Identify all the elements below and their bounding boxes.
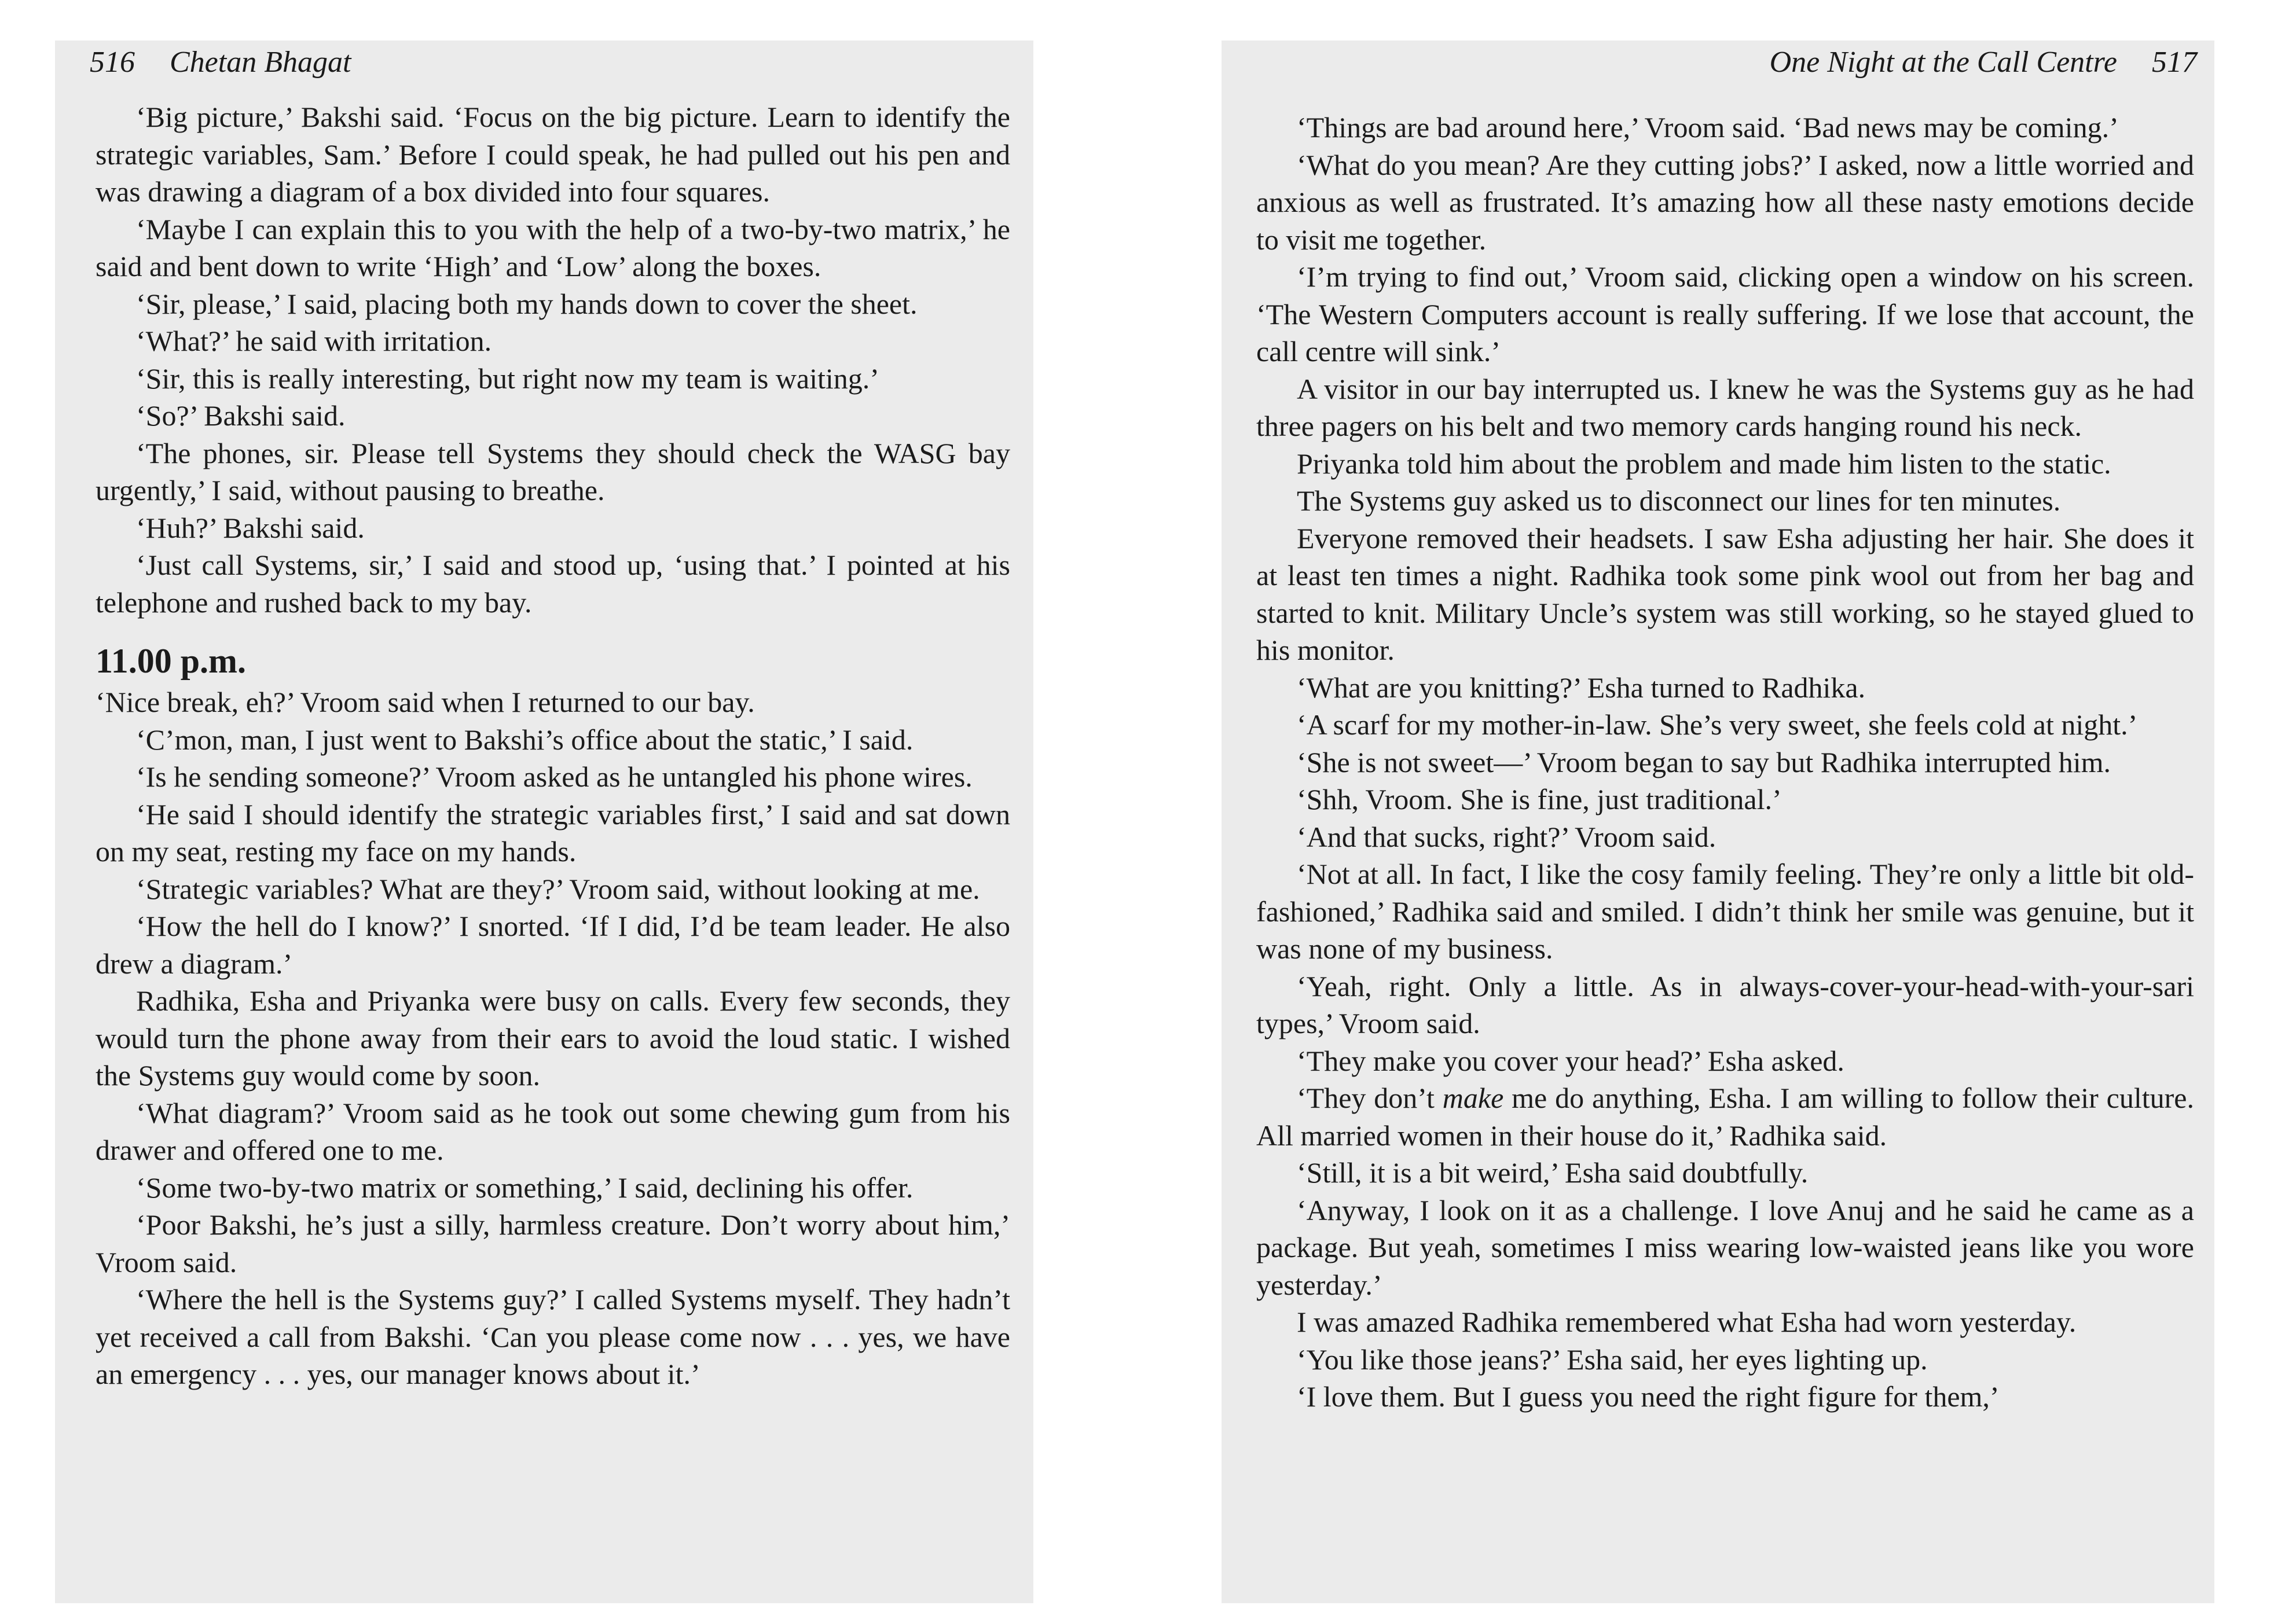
paragraph: ‘Just call Systems, sir,’ I said and stood up, ‘using that.’ I pointed at his telephone and rushed back to my bay. — [96, 549, 1010, 619]
left-page — [55, 41, 1033, 1603]
paragraph: ‘Some two-by-two matrix or something,’ I said, declining his offer. — [136, 1171, 914, 1204]
paragraph: ‘And that sucks, right?’ Vroom said. — [1297, 820, 1716, 853]
paragraph: ‘They make you cover your head?’ Esha asked. — [1297, 1044, 1844, 1077]
left-running-head-author: Chetan Bhagat — [170, 46, 351, 79]
paragraph: ‘You like those jeans?’ Esha said, her eyes lighting up. — [1297, 1343, 1928, 1376]
paragraph: I was amazed Radhika remembered what Esha had worn yesterday. — [1297, 1306, 2077, 1338]
paragraph: ‘Strategic variables? What are they?’ Vroom said, without looking at me. — [136, 872, 980, 905]
paragraph: ‘What?’ he said with irritation. — [136, 325, 492, 357]
paragraph: ‘What are you knitting?’ Esha turned to Radhika. — [1297, 671, 1866, 704]
paragraph: Priyanka told him about the problem and made him listen to the static. — [1297, 447, 2111, 480]
paragraph: ‘I love them. But I guess you need the right figure for them,’ — [1297, 1380, 2000, 1413]
paragraph: ‘She is not sweet—’ Vroom began to say but Radhika interrupted him. — [1297, 745, 2111, 778]
right-running-head — [1770, 45, 2197, 79]
paragraph: ‘Nice break, eh?’ Vroom said when I returned to our bay. — [96, 686, 755, 718]
paragraph: ‘Sir, this is really interesting, but right now my team is waiting.’ — [136, 362, 879, 395]
book-gutter — [1033, 0, 1222, 1624]
paragraph: ‘Shh, Vroom. She is fine, just traditional.’ — [1297, 783, 1782, 815]
right-page-number: 517 — [2152, 46, 2197, 79]
right-page — [1222, 41, 2214, 1603]
paragraph: ‘Not at all. In fact, I like the cosy family feeling. They’re only a little bit old-fashioned,’ Radhika said and smiled. I didn’t think her smile was genuine, but it was none of my business. — [1256, 858, 2194, 965]
paragraph: ‘How the hell do I know?’ I snorted. ‘If I did, I’d be team leader. He also drew a diagram.’ — [96, 910, 1010, 980]
paragraph: ‘Still, it is a bit weird,’ Esha said doubtfully. — [1297, 1156, 1809, 1189]
paragraph: ‘What diagram?’ Vroom said as he took out some chewing gum from his drawer and offered one to me. — [96, 1096, 1010, 1166]
paragraph: ‘Is he sending someone?’ Vroom asked as he untangled his phone wires. — [136, 760, 973, 793]
text-run: me do anything, Esha. I am willing to follow their culture. All married women in their house do it,’ Radhika said. — [1256, 1082, 2194, 1152]
paragraph: ‘Sir, please,’ I said, placing both my hands down to cover the sheet. — [136, 287, 918, 320]
paragraph: ‘Anyway, I look on it as a challenge. I love Anuj and he said he came as a package. But yeah, sometimes I miss wearing low-waisted jeans like you wore yesterday.’ — [1256, 1193, 2194, 1301]
paragraph: Radhika, Esha and Priyanka were busy on calls. Every few seconds, they would turn the phone away from their ears to avoid the loud static. I wished the Systems guy would come by soon. — [96, 984, 1010, 1092]
paragraph: ‘Yeah, right. Only a little. As in always-cover-your-head-with-your-sari types,’ Vroom said. — [1256, 969, 2194, 1039]
paragraph: ‘He said I should identify the strategic variables first,’ I said and sat down on my seat, resting my face on my hands. — [96, 798, 1010, 868]
paragraph: ‘Big picture,’ Bakshi said. ‘Focus on the big picture. Learn to identify the strategic variables, Sam.’ Before I could speak, he had pulled out his pen and was drawing a diagram of a box divided into four squares. — [96, 101, 1010, 208]
paragraph: ‘Poor Bakshi, he’s just a silly, harmless creature. Don’t worry about him,’ Vroom said. — [96, 1208, 1010, 1278]
paragraph: ‘Huh?’ Bakshi said. — [136, 511, 365, 544]
paragraph-with-emphasis — [1256, 1079, 2194, 1154]
paragraph: ‘So?’ Bakshi said. — [136, 399, 346, 432]
paragraph: ‘Maybe I can explain this to you with the help of a two-by-two matrix,’ he said and bent down to write ‘High’ and ‘Low’ along the boxes. — [96, 212, 1010, 282]
right-page-body — [1256, 109, 2194, 1416]
paragraph: ‘What do you mean? Are they cutting jobs?’ I asked, now a little worried and anxious as well as frustrated. It’s amazing how all these nasty emotions decide to visit me together. — [1256, 148, 2194, 256]
emphasis-make: make — [1442, 1082, 1504, 1114]
right-running-head-title: One Night at the Call Centre — [1769, 46, 2117, 79]
paragraph: A visitor in our bay interrupted us. I knew he was the Systems guy as he had three pagers on his belt and two memory cards hanging round his neck. — [1256, 372, 2194, 442]
paragraph: Everyone removed their headsets. I saw Esha adjusting her hair. She does it at least ten times a night. Radhika took some pink wool out from her bag and started to knit. Military Uncle’s system was still working, so he stayed glued to his monitor. — [1256, 521, 2194, 666]
paragraph: ‘Where the hell is the Systems guy?’ I called Systems myself. They hadn’t yet received a call from Bakshi. ‘Can you please come now . . . yes, we have an emergency . . . yes, our manager knows about it.’ — [96, 1283, 1010, 1390]
paragraph: The Systems guy asked us to disconnect our lines for ten minutes. — [1297, 484, 2061, 517]
section-heading: 11.00 p.m. — [96, 642, 247, 680]
text-run: ‘They don’t — [1297, 1082, 1443, 1114]
paragraph: ‘Things are bad around here,’ Vroom said. ‘Bad news may be coming.’ — [1297, 111, 2119, 144]
paragraph: ‘I’m trying to find out,’ Vroom said, clicking open a window on his screen. ‘The Western Computers account is really suffering. If we lose that account, the call centre will sink.’ — [1256, 260, 2194, 368]
paragraph: ‘A scarf for my mother-in-law. She’s very sweet, she feels cold at night.’ — [1297, 708, 2138, 741]
left-page-number: 516 — [90, 46, 135, 79]
paragraph: ‘C’mon, man, I just went to Bakshi’s office about the static,’ I said. — [136, 723, 914, 756]
left-page-body — [96, 98, 1010, 1393]
paragraph: ‘The phones, sir. Please tell Systems they should check the WASG bay urgently,’ I said, without pausing to breathe. — [96, 436, 1010, 506]
left-running-head — [90, 45, 351, 79]
